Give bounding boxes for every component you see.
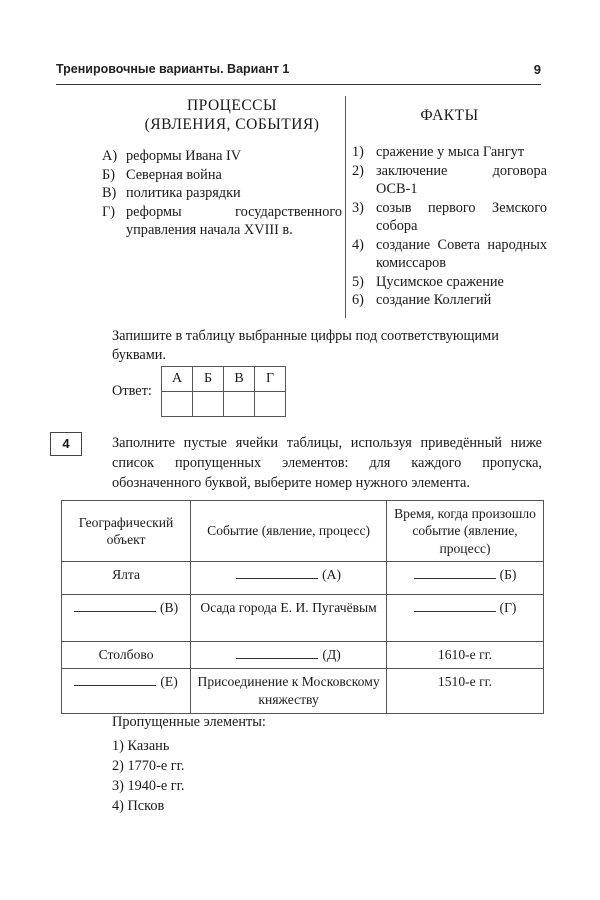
answer-letter: В [224,367,255,392]
item-text: политика разрядки [126,185,241,201]
facts-heading: ФАКТЫ [420,107,479,124]
table-cell: Ялта [62,562,191,595]
answer-letter: А [162,367,193,392]
page-number: 9 [533,62,541,77]
answer-row [112,366,362,420]
table-header-cell: Время, когда произошло событие (явление, процесс) [387,501,544,562]
blank-cell [387,595,544,642]
task-text: Заполните пустые ячейки таблицы, используя приведённый ниже список пропущенных элементов: для каждого пропуска, обозначенного буквой, выберите номер нужного элемента. [112,435,542,491]
fact-item [352,236,547,273]
processes-heading-line2: (ЯВЛЕНИЯ, СОБЫТИЯ) [144,116,320,133]
fact-item [352,199,547,236]
table-header-cell: Географический объект [62,501,191,562]
table-header-cell: Событие (явление, процесс) [191,501,387,562]
item-text: Северная война [126,166,222,183]
item-marker: Г) [102,203,116,220]
item-marker: 2) [352,162,364,179]
table-row [62,642,544,669]
facts-column [352,96,547,310]
table-cell: Осада города Е. И. Пугачёвым [191,595,387,642]
table-cell: Присоединение к Московскому княжеству [191,669,387,714]
table-cell: Столбово [62,642,191,669]
answer-letter: Г [255,367,286,392]
item-text: реформы Ивана IV [126,148,242,164]
item-text: созыв первого Земского собора [376,199,547,234]
process-item [102,184,342,203]
fact-item [352,162,547,199]
matching-block [102,96,547,318]
running-head [56,62,541,85]
blank-label: (А) [322,567,342,582]
table-cell: 1610-е гг. [387,642,544,669]
item-marker: 1) [352,144,364,160]
processes-heading-line1: ПРОЦЕССЫ [186,97,278,114]
process-item [102,147,342,166]
blank-line [74,673,156,686]
blank-cell [62,669,191,714]
task-number-badge: 4 [50,432,82,456]
fill-in-table [61,500,544,714]
blank-line [236,646,318,659]
blank-label: (Б) [499,567,517,582]
blank-label: (В) [160,600,179,615]
answer-cell-g[interactable] [255,392,286,417]
answer-letter: Б [193,367,224,392]
table-cell: 1510-е гг. [387,669,544,714]
blank-line [414,599,496,612]
blank-cell [191,562,387,595]
table-row [62,595,544,642]
item-text: создание Коллегий [376,292,492,308]
column-divider [345,96,346,318]
blank-cell [191,642,387,669]
blank-cell [387,562,544,595]
answer-label: Ответ: [112,383,152,399]
fact-item [352,143,547,162]
missing-element-item: 3) 1940-е гг. [112,778,185,794]
blank-line [414,566,496,579]
item-text: создание Совета народных комиссаров [376,236,547,271]
answer-instruction: Запишите в таблицу выбранные цифры под соответствующими буквами. [112,328,499,363]
item-marker: А) [102,148,118,164]
answer-cell-v[interactable] [224,392,255,417]
item-marker: В) [102,185,117,201]
blank-line [74,599,156,612]
item-marker: 6) [352,292,364,308]
missing-elements-heading: Пропущенные элементы: [112,714,266,730]
item-text: заключение договора ОСВ-1 [376,162,547,197]
process-item [102,203,342,240]
item-text: Цусимское сражение [376,273,504,290]
item-marker: 3) [352,199,364,216]
item-text: сражение у мыса Гангут [376,144,525,160]
fact-item [352,273,547,292]
item-text: реформы государственного управления начала XVIII в. [126,203,342,238]
blank-cell [62,595,191,642]
item-marker: 4) [352,236,364,253]
missing-element-item: 1) Казань [112,738,170,754]
item-marker: 5) [352,273,364,290]
answer-grid [161,366,286,417]
table-row [62,562,544,595]
table-row [62,669,544,714]
answer-cell-a[interactable] [162,392,193,417]
blank-label: (Е) [160,674,178,689]
missing-elements [112,712,412,816]
processes-list [102,147,342,240]
blank-label: (Г) [499,600,517,615]
fact-item [352,291,547,310]
blank-line [236,566,318,579]
processes-column [102,96,342,240]
missing-element-item: 4) Псков [112,798,165,814]
processes-heading [102,96,342,134]
missing-element-item: 2) 1770-е гг. [112,758,185,774]
facts-list [352,143,547,310]
item-marker: Б) [102,166,115,183]
running-head-title: Тренировочные варианты. Вариант 1 [56,62,290,76]
process-item [102,166,342,185]
answer-cell-b[interactable] [193,392,224,417]
blank-label: (Д) [322,647,341,662]
table-header-row [62,501,544,562]
